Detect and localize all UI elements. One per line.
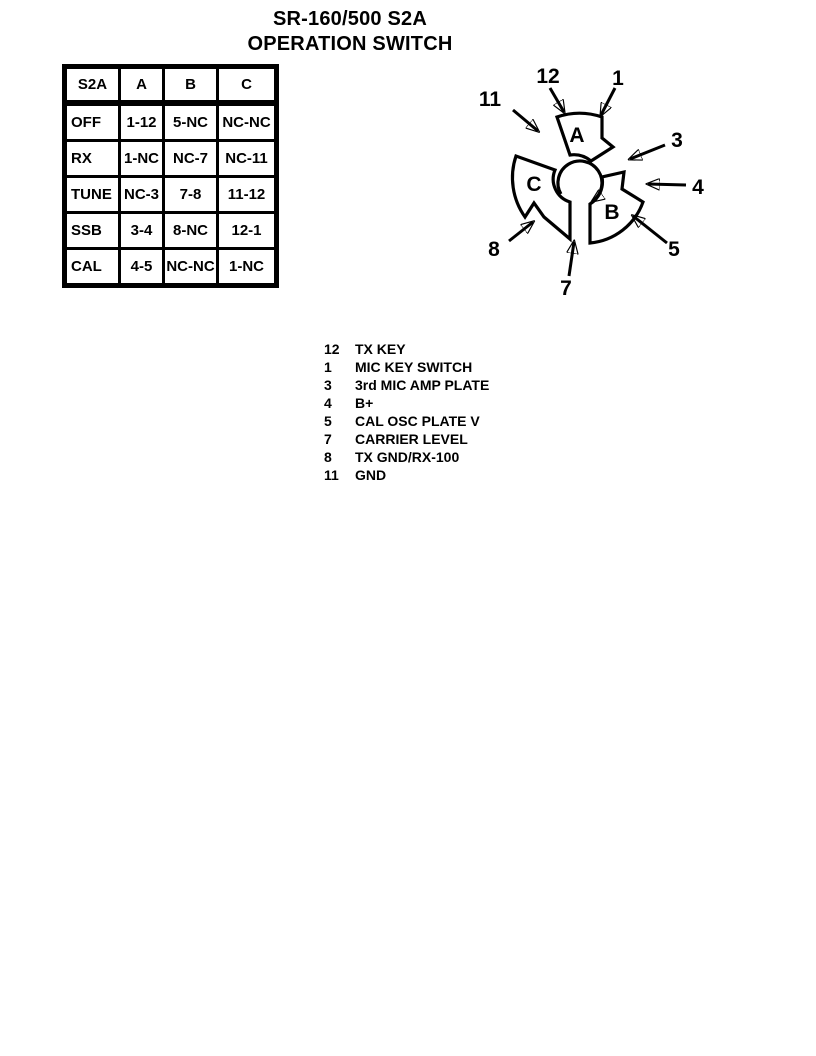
legend-pin: 5 — [324, 413, 332, 429]
mode-off: OFF — [65, 103, 120, 141]
table-header-row — [65, 67, 277, 104]
legend-item — [324, 466, 489, 484]
mode-ssb: SSB — [65, 213, 120, 249]
mode-cal: CAL — [65, 249, 120, 286]
off-c: NC-NC — [218, 103, 277, 141]
page-title — [230, 7, 470, 57]
pin-11-label: 11 — [478, 88, 502, 111]
pin-7-label: 7 — [560, 277, 572, 300]
pin-8-arrow-icon — [509, 222, 533, 241]
legend-pin: 12 — [324, 341, 340, 357]
rotor-arrow-icon — [558, 161, 602, 201]
cal-c: 1-NC — [218, 249, 277, 286]
off-b: 5-NC — [164, 103, 218, 141]
legend-item — [324, 376, 489, 394]
table-row — [65, 249, 277, 286]
pin-12-label: 12 — [536, 65, 560, 88]
legend-item — [324, 340, 489, 358]
off-a: 1-12 — [120, 103, 164, 141]
legend-pin: 1 — [324, 359, 332, 375]
rx-a: 1-NC — [120, 141, 164, 177]
legend-function: 3rd MIC AMP PLATE — [355, 377, 490, 393]
rotary-switch-diagram — [450, 55, 720, 305]
pin-3-arrow-icon — [630, 145, 665, 159]
pin-8-label: 8 — [488, 238, 500, 261]
wafer-a-label: A — [569, 124, 585, 147]
header-wafer-c: C — [218, 67, 277, 104]
table-row — [65, 177, 277, 213]
legend-pin: 3 — [324, 377, 332, 393]
pin-12-arrow-icon — [550, 88, 564, 112]
header-wafer-a: A — [120, 67, 164, 104]
rx-c: NC-11 — [218, 141, 277, 177]
ssb-b: 8-NC — [164, 213, 218, 249]
legend-item — [324, 394, 489, 412]
legend-item — [324, 430, 489, 448]
legend-function: CARRIER LEVEL — [355, 431, 468, 447]
legend-function: CAL OSC PLATE V — [355, 413, 480, 429]
legend-pin: 11 — [324, 467, 339, 483]
pin-5-label: 5 — [668, 238, 680, 261]
legend-item — [324, 358, 489, 376]
legend-item — [324, 448, 489, 466]
table-row — [65, 213, 277, 249]
legend-function: B+ — [355, 395, 374, 411]
wafer-b-label: B — [604, 201, 620, 224]
wafer-a-shape — [557, 113, 613, 161]
pin-11-arrow-icon — [513, 110, 538, 131]
rx-b: NC-7 — [164, 141, 218, 177]
pin-4-arrow-icon — [648, 184, 686, 185]
s2a-contact-table — [62, 64, 279, 288]
pin-3-label: 3 — [671, 129, 683, 152]
pin-1-label: 1 — [612, 67, 624, 90]
legend-function: MIC KEY SWITCH — [355, 359, 473, 375]
legend-function: TX GND/RX-100 — [355, 449, 460, 465]
ssb-c: 12-1 — [218, 213, 277, 249]
tune-c: 11-12 — [218, 177, 277, 213]
tune-a: NC-3 — [120, 177, 164, 213]
header-wafer-b: B — [164, 67, 218, 104]
legend-pin: 4 — [324, 395, 332, 411]
cal-a: 4-5 — [120, 249, 164, 286]
cal-b: NC-NC — [164, 249, 218, 286]
title-line-1: SR-160/500 S2A — [272, 8, 427, 30]
pin-5-arrow-icon — [633, 216, 667, 243]
ssb-a: 3-4 — [120, 213, 164, 249]
pin-7-arrow-icon — [569, 242, 574, 276]
legend-function: GND — [355, 467, 387, 483]
legend-function: TX KEY — [355, 341, 406, 357]
table-row — [65, 103, 277, 141]
pin-function-legend — [324, 340, 489, 484]
header-s2a: S2A — [65, 67, 120, 104]
mode-rx: RX — [65, 141, 120, 177]
pin-1-arrow-icon — [601, 88, 615, 115]
wafer-c-label: C — [526, 173, 542, 196]
legend-item — [324, 412, 489, 430]
legend-pin: 7 — [324, 431, 332, 447]
pin-4-label: 4 — [692, 176, 704, 199]
table-row — [65, 141, 277, 177]
tune-b: 7-8 — [164, 177, 218, 213]
legend-pin: 8 — [324, 449, 332, 465]
title-line-2: OPERATION SWITCH — [247, 33, 453, 55]
mode-tune: TUNE — [65, 177, 120, 213]
